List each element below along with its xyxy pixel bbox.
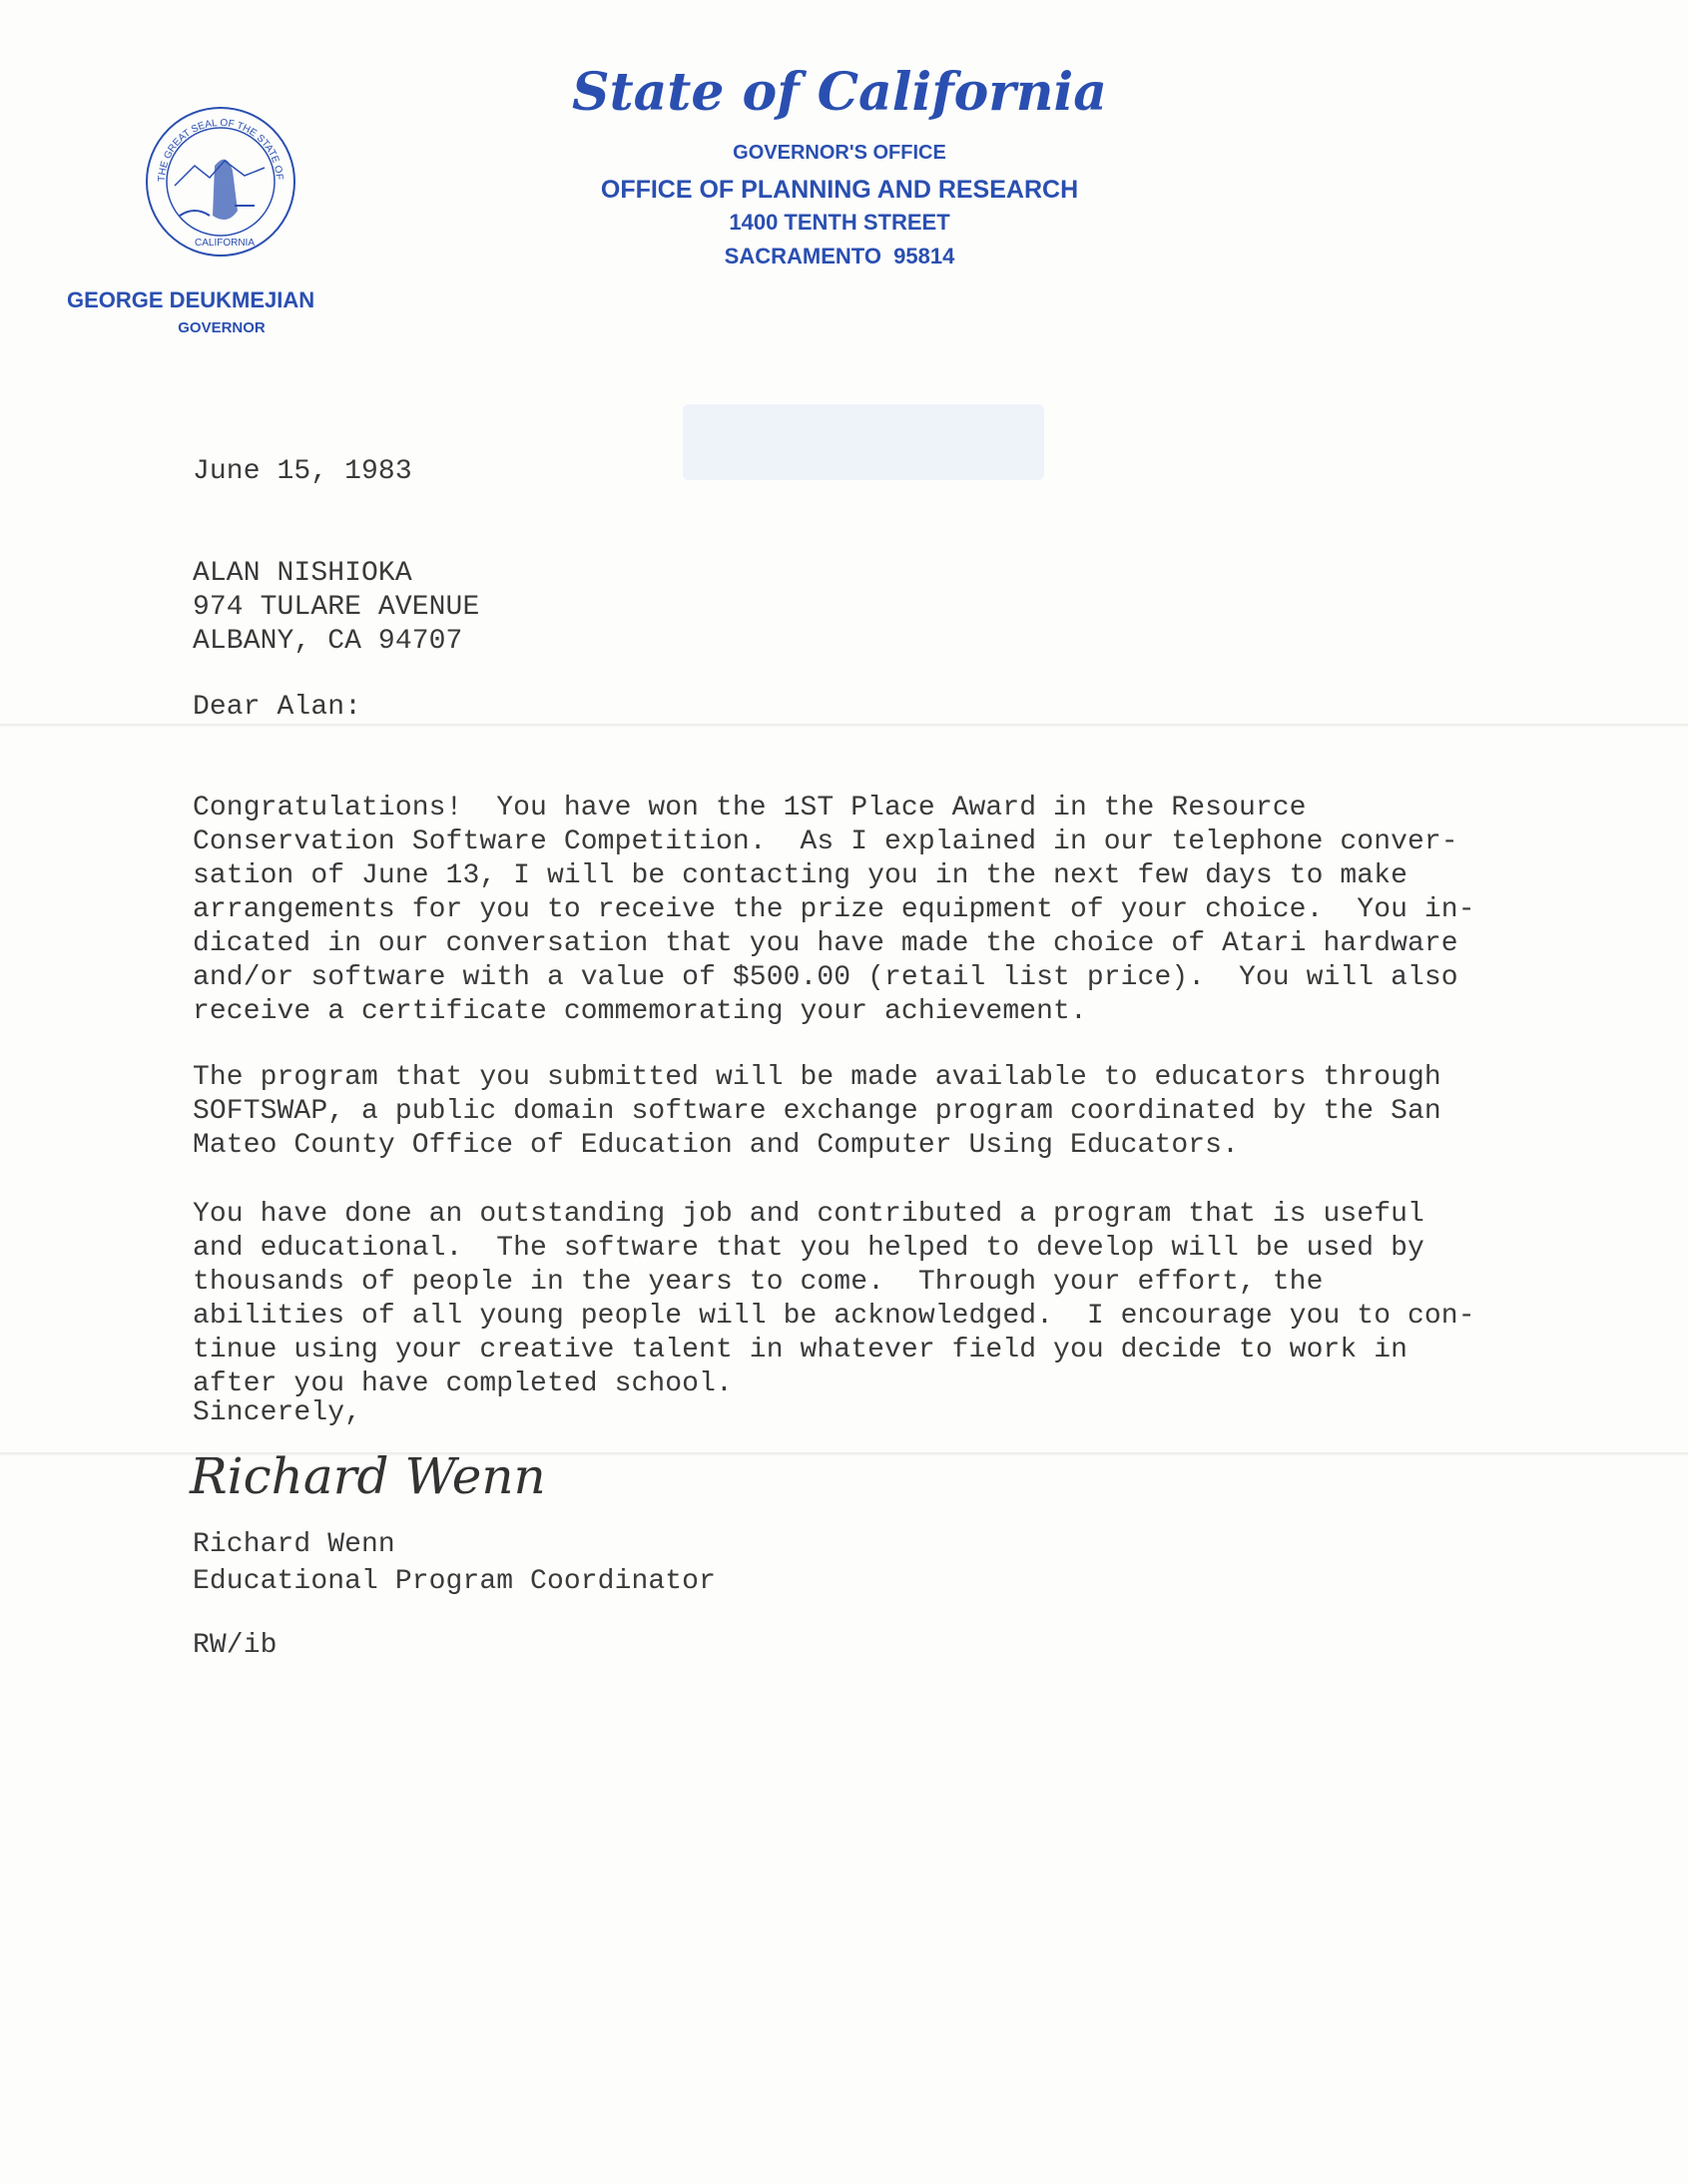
body-line: Congratulations! You have won the 1ST Place Award in the Resource (193, 793, 1307, 823)
recipient-line: ALAN NISHIOKA (193, 558, 412, 589)
closing: Sincerely, (193, 1397, 362, 1428)
body-line: abilities of all young people will be acknowledged. I encourage you to con- (193, 1301, 1475, 1332)
body-line: dicated in our conversation that you have made the choice of Atari hardware (193, 928, 1458, 959)
body-line: and educational. The software that you helped to develop will be used by (193, 1233, 1424, 1264)
body-line: arrangements for you to receive the prize equipment of your choice. You in- (193, 894, 1475, 925)
handwritten-signature: Richard Wenn (190, 1447, 546, 1505)
signer-name: Richard Wenn (193, 1529, 395, 1560)
signer-title: Educational Program Coordinator (193, 1566, 716, 1597)
body-line: You have done an outstanding job and contributed a program that is useful (193, 1199, 1424, 1230)
body-line: sation of June 13, I will be contacting you in the next few days to make (193, 860, 1407, 891)
body-line: Mateo County Office of Education and Computer Using Educators. (193, 1130, 1239, 1161)
letterhead-department: OFFICE OF PLANNING AND RESEARCH (600, 176, 1079, 204)
letterhead-office: GOVERNOR'S OFFICE (733, 142, 946, 164)
body-line: tinue using your creative talent in whatever field you decide to work in (193, 1335, 1407, 1365)
paragraph-1 (193, 758, 1475, 1063)
governor-name: GEORGE DEUKMEJIAN (67, 287, 315, 312)
body-line: thousands of people in the years to come. Through your effort, the (193, 1267, 1324, 1298)
recipient-line: 974 TULARE AVENUE (193, 592, 480, 623)
governor-title: GOVERNOR (178, 319, 266, 336)
recipient-line: ALBANY, CA 94707 (193, 626, 463, 657)
salutation: Dear Alan: (193, 692, 362, 723)
body-line: receive a certificate commemorating your achievement. (193, 996, 1087, 1027)
typist-initials: RW/ib (193, 1630, 278, 1661)
letterhead-city: SACRAMENTO 95814 (724, 244, 955, 269)
body-line: Conservation Software Competition. As I explained in our telephone conver- (193, 826, 1458, 857)
body-line: The program that you submitted will be made available to educators through (193, 1062, 1441, 1093)
body-line: and/or software with a value of $500.00 (retail list price). You will also (193, 962, 1458, 993)
smudge (683, 404, 1044, 480)
letterhead-title: State of California (572, 62, 1107, 123)
paragraph-3 (193, 1164, 1475, 1435)
body-line: SOFTSWAP, a public domain software exchange program coordinated by the San (193, 1096, 1441, 1127)
svg-text:CALIFORNIA: CALIFORNIA (195, 238, 256, 249)
letterhead-street: 1400 TENTH STREET (729, 210, 950, 235)
svg-text:THE GREAT SEAL OF THE STATE OF: THE GREAT SEAL OF THE STATE OF (156, 117, 285, 183)
letter-date: June 15, 1983 (193, 456, 412, 487)
state-seal-logo (145, 106, 296, 263)
body-line: after you have completed school. (193, 1368, 733, 1399)
